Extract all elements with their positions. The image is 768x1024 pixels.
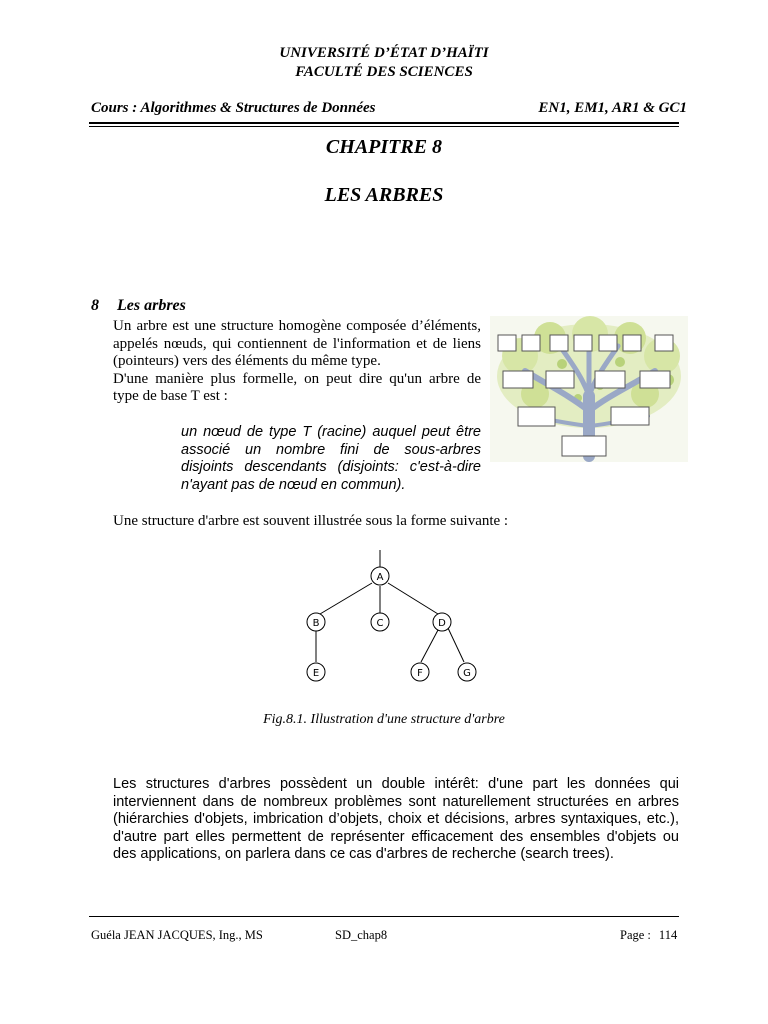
node-f-label: F	[417, 668, 423, 679]
page-label: Page :	[620, 928, 651, 942]
node-g-label: G	[463, 668, 471, 679]
edge-d-f	[421, 630, 438, 662]
node-e-label: E	[312, 668, 320, 679]
footer-author: Guéla JEAN JACQUES, Ing., MS	[91, 928, 263, 942]
node-d-label: D	[438, 618, 446, 629]
university-name: UNIVERSITÉ D’ÉTAT D’HAÏTI	[279, 45, 489, 61]
figure-caption: Fig.8.1. Illustration d'une structure d'arbre	[263, 712, 505, 727]
course-groups: EN1, EM1, AR1 & GC1	[538, 100, 687, 116]
university-header	[0, 44, 768, 82]
course-title: Cours : Algorithmes & Structures de Données	[91, 100, 376, 116]
edge-a-d	[388, 583, 438, 614]
formal-paragraph: D'une manière plus formelle, on peut dire qu'un arbre de type de base T est :	[113, 370, 481, 404]
section-title: Les arbres	[117, 297, 186, 314]
page-number: 114	[658, 928, 678, 942]
intro-paragraph: Un arbre est une structure homogène composée d’éléments, appelés nœuds, qui contiennent de l'information et de liens (pointeurs) vers des éléments du même type.	[113, 318, 481, 369]
edge-a-b	[320, 583, 372, 614]
tree-diagram	[300, 548, 490, 688]
footer-rule	[89, 916, 679, 917]
node-a-label: A	[376, 572, 384, 583]
illustration-intro: Une structure d'arbre est souvent illustrée sous la forme suivante :	[113, 513, 509, 529]
intro-text	[113, 318, 481, 406]
footer-page	[620, 928, 677, 943]
chapter-number: CHAPITRE 8	[325, 136, 443, 158]
family-tree-image	[490, 316, 688, 462]
header-rule-thin	[89, 126, 679, 127]
section-number: 8	[91, 297, 99, 314]
edge-d-g	[448, 628, 464, 662]
header-rule-thick	[89, 122, 679, 124]
node-c-label: C	[376, 618, 384, 629]
footer-filename: SD_chap8	[335, 928, 388, 942]
definition-text: un nœud de type T (racine) auquel peut être associé un nombre fini de sous-arbres disjoints descendants (disjoints: c'est-à-dire n'ayant pas de nœud en commun).	[181, 424, 481, 493]
faculty-name: FACULTÉ DES SCIENCES	[295, 64, 473, 80]
node-b-label: B	[312, 618, 320, 629]
chapter-title: LES ARBRES	[324, 184, 444, 206]
interest-paragraph: Les structures d'arbres possèdent un double intérêt: d'une part les données qui interviennent dans de nombreux problèmes sont naturellement structurées en arbres (hiérarchies d'objets, imbrication d’objets, choix et décisions, arbres syntaxiques, etc.), d'autre part elles permettent de représenter efficacement des ensembles d'objets ou des applications, on parlera dans ce cas d'arbres de recherche (search trees).	[113, 776, 679, 862]
